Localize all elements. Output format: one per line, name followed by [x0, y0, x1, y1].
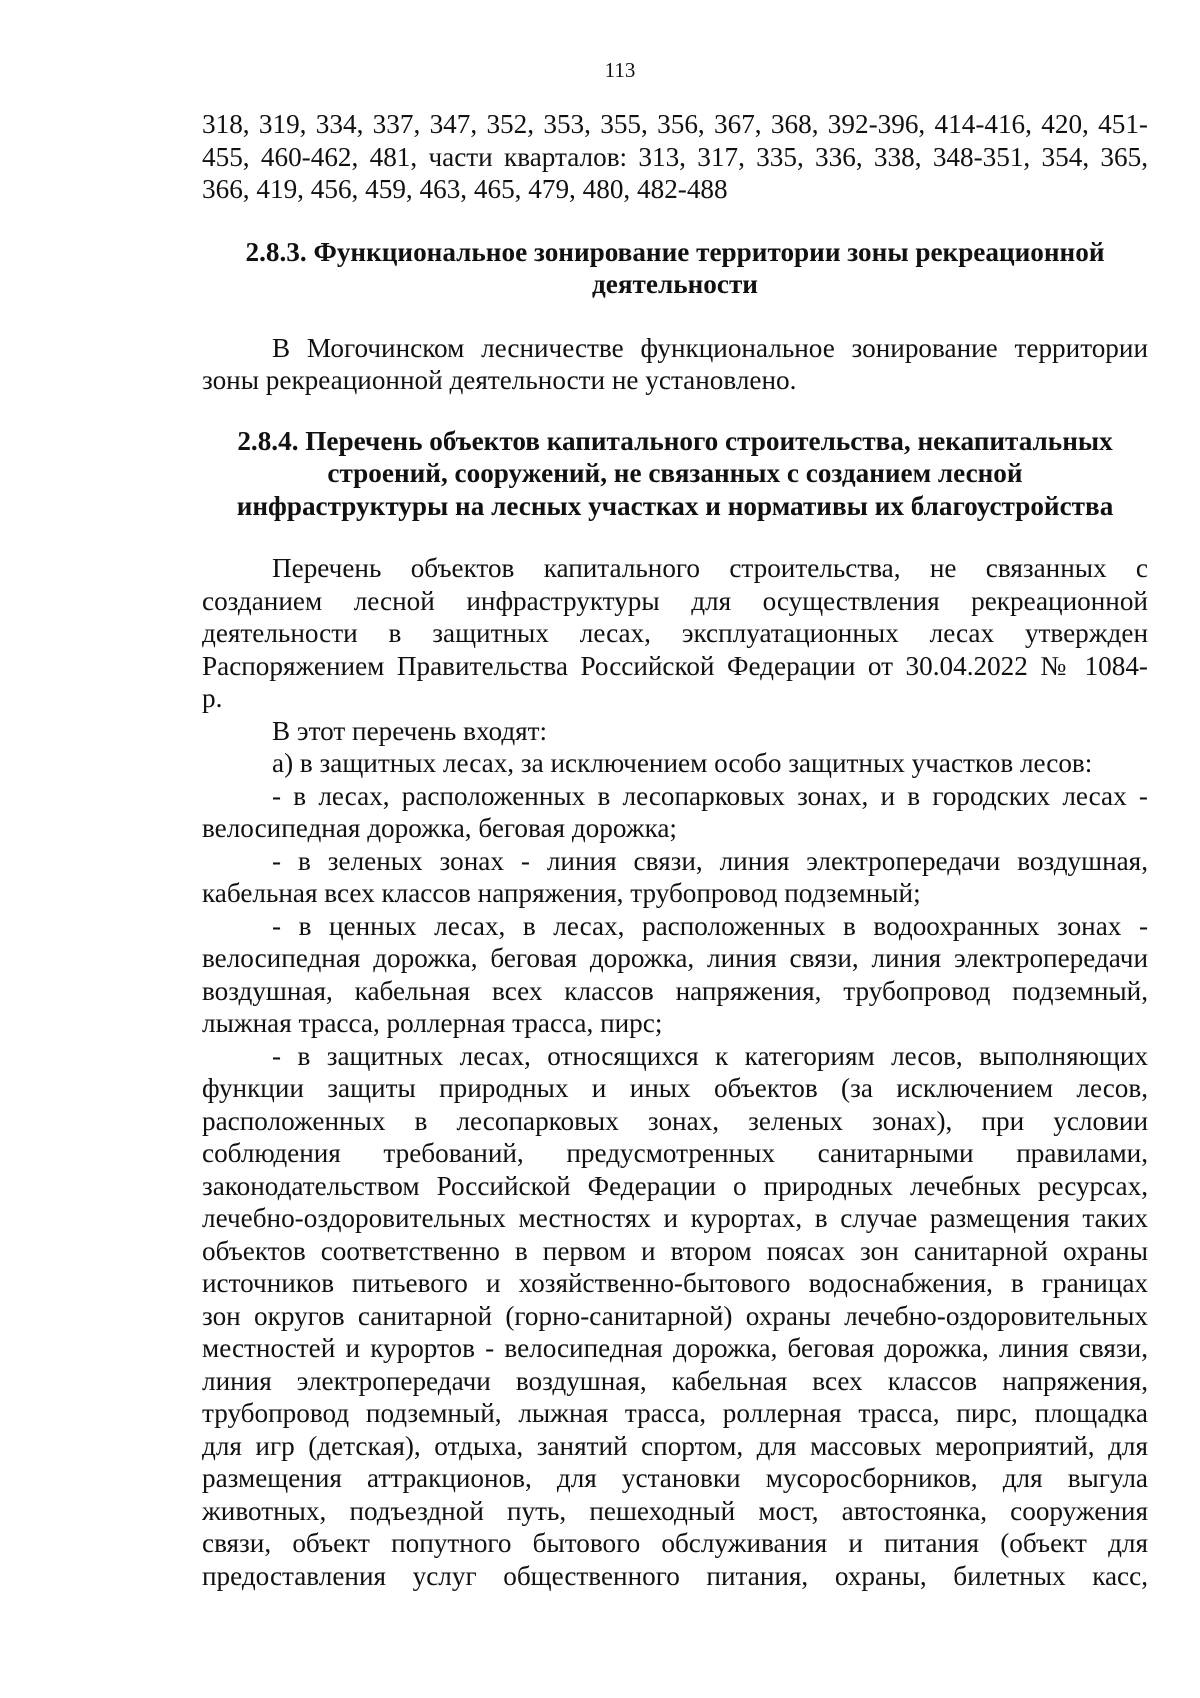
- text-line: соблюдения требований, предусмотренных санитарными правилами,: [202, 1138, 1148, 1168]
- text-line: для игр (детская), отдыха, занятий спортом, для массовых мероприятий, для: [202, 1430, 1148, 1461]
- text-line: животных, подъездной путь, пешеходный мост, автостоянка, сооружения: [202, 1495, 1148, 1526]
- text-line: источников питьевого и хозяйственно-бытового водоснабжения, в границах: [202, 1268, 1148, 1298]
- heading-line: 2.8.3. Функциональное зонирование территории зоны рекреационной: [245, 236, 1105, 267]
- text-line: воздушная, кабельная всех классов напряжения, трубопровод подземный,: [202, 975, 1148, 1006]
- text-line: местностей и курортов - велосипедная дорожка, беговая дорожка, линия связи,: [202, 1333, 1148, 1363]
- page-content: [202, 108, 1148, 1592]
- text-line: деятельности в защитных лесах, эксплуатационных лесах утвержден: [202, 618, 1148, 648]
- text-line: - в зеленых зонах - линия связи, линия электропередачи воздушная,: [272, 845, 1148, 876]
- text-line: а) в защитных лесах, за исключением особо защитных участков лесов:: [272, 748, 1093, 778]
- text-line: 455, 460-462, 481, части кварталов: 313, 317, 335, 336, 338, 348-351, 354, 365,: [202, 141, 1148, 172]
- text-line: размещения аттракционов, для установки мусоросборников, для выгула: [202, 1463, 1148, 1493]
- quarter-list-paragraph: [202, 108, 1148, 206]
- text-line: законодательством Российской Федерации о природных лечебных ресурсах,: [202, 1170, 1148, 1201]
- text-line: лыжная трасса, роллерная трасса, пирс;: [202, 1008, 663, 1038]
- text-line: р.: [202, 683, 223, 713]
- text-line: Распоряжением Правительства Российской Федерации от 30.04.2022 № 1084-: [202, 650, 1148, 681]
- text-line: функции защиты природных и иных объектов (за исключением лесов,: [202, 1073, 1148, 1103]
- heading-line: инфраструктуры на лесных участках и нормативы их благоустройства: [236, 490, 1114, 521]
- text-line: расположенных в лесопарковых зонах, зеленых зонах), при условии: [202, 1105, 1148, 1136]
- text-line: кабельная всех классов напряжения, трубопровод подземный;: [202, 878, 921, 908]
- text-line: 366, 419, 456, 459, 463, 465, 479, 480, 482-488: [202, 174, 728, 204]
- section-2-8-3-paragraph: [202, 332, 1148, 397]
- text-line: Перечень объектов капитального строительства, не связанных с: [272, 553, 1148, 583]
- text-line: - в защитных лесах, относящихся к категориям лесов, выполняющих: [272, 1040, 1148, 1071]
- section-heading-2-8-3: [202, 236, 1148, 301]
- text-line: В Могочинском лесничестве функциональное зонирование территории: [272, 332, 1148, 363]
- text-line: объектов соответственно в первом и втором поясах зон санитарной охраны: [202, 1235, 1148, 1266]
- section-2-8-4-body: [202, 552, 1148, 1592]
- text-line: зон округов санитарной (горно-санитарной) охраны лечебно-оздоровительных: [202, 1300, 1148, 1331]
- text-line: трубопровод подземный, лыжная трасса, роллерная трасса, пирс, площадка: [202, 1398, 1148, 1428]
- heading-line: строений, сооружений, не связанных с созданием лесной: [327, 458, 1023, 488]
- text-line: связи, объект попутного бытового обслуживания и питания (объект для: [202, 1528, 1148, 1558]
- page-number: 113: [604, 58, 636, 82]
- text-line: велосипедная дорожка, беговая дорожка;: [202, 813, 677, 843]
- text-line: - в лесах, расположенных в лесопарковых зонах, и в городских лесах -: [272, 780, 1148, 811]
- text-line: В этот перечень входят:: [272, 715, 548, 746]
- text-line: велосипедная дорожка, беговая дорожка, линия связи, линия электропередачи: [202, 943, 1148, 973]
- text-line: лечебно-оздоровительных местностях и курортах, в случае размещения таких: [202, 1203, 1148, 1233]
- text-line: линия электропередачи воздушная, кабельная всех классов напряжения,: [202, 1365, 1148, 1396]
- heading-line: деятельности: [592, 269, 758, 299]
- heading-line: 2.8.4. Перечень объектов капитального строительства, некапитальных: [237, 425, 1113, 456]
- text-line: созданием лесной инфраструктуры для осуществления рекреационной: [202, 585, 1148, 616]
- text-line: зоны рекреационной деятельности не установлено.: [202, 365, 797, 395]
- text-line: 318, 319, 334, 337, 347, 352, 353, 355, 356, 367, 368, 392-396, 414-416, 420, 451-: [202, 109, 1148, 139]
- text-line: предоставления услуг общественного питания, охраны, билетных касс,: [202, 1560, 1148, 1591]
- section-heading-2-8-4: [202, 425, 1148, 523]
- text-line: - в ценных лесах, в лесах, расположенных в водоохранных зонах -: [272, 910, 1148, 941]
